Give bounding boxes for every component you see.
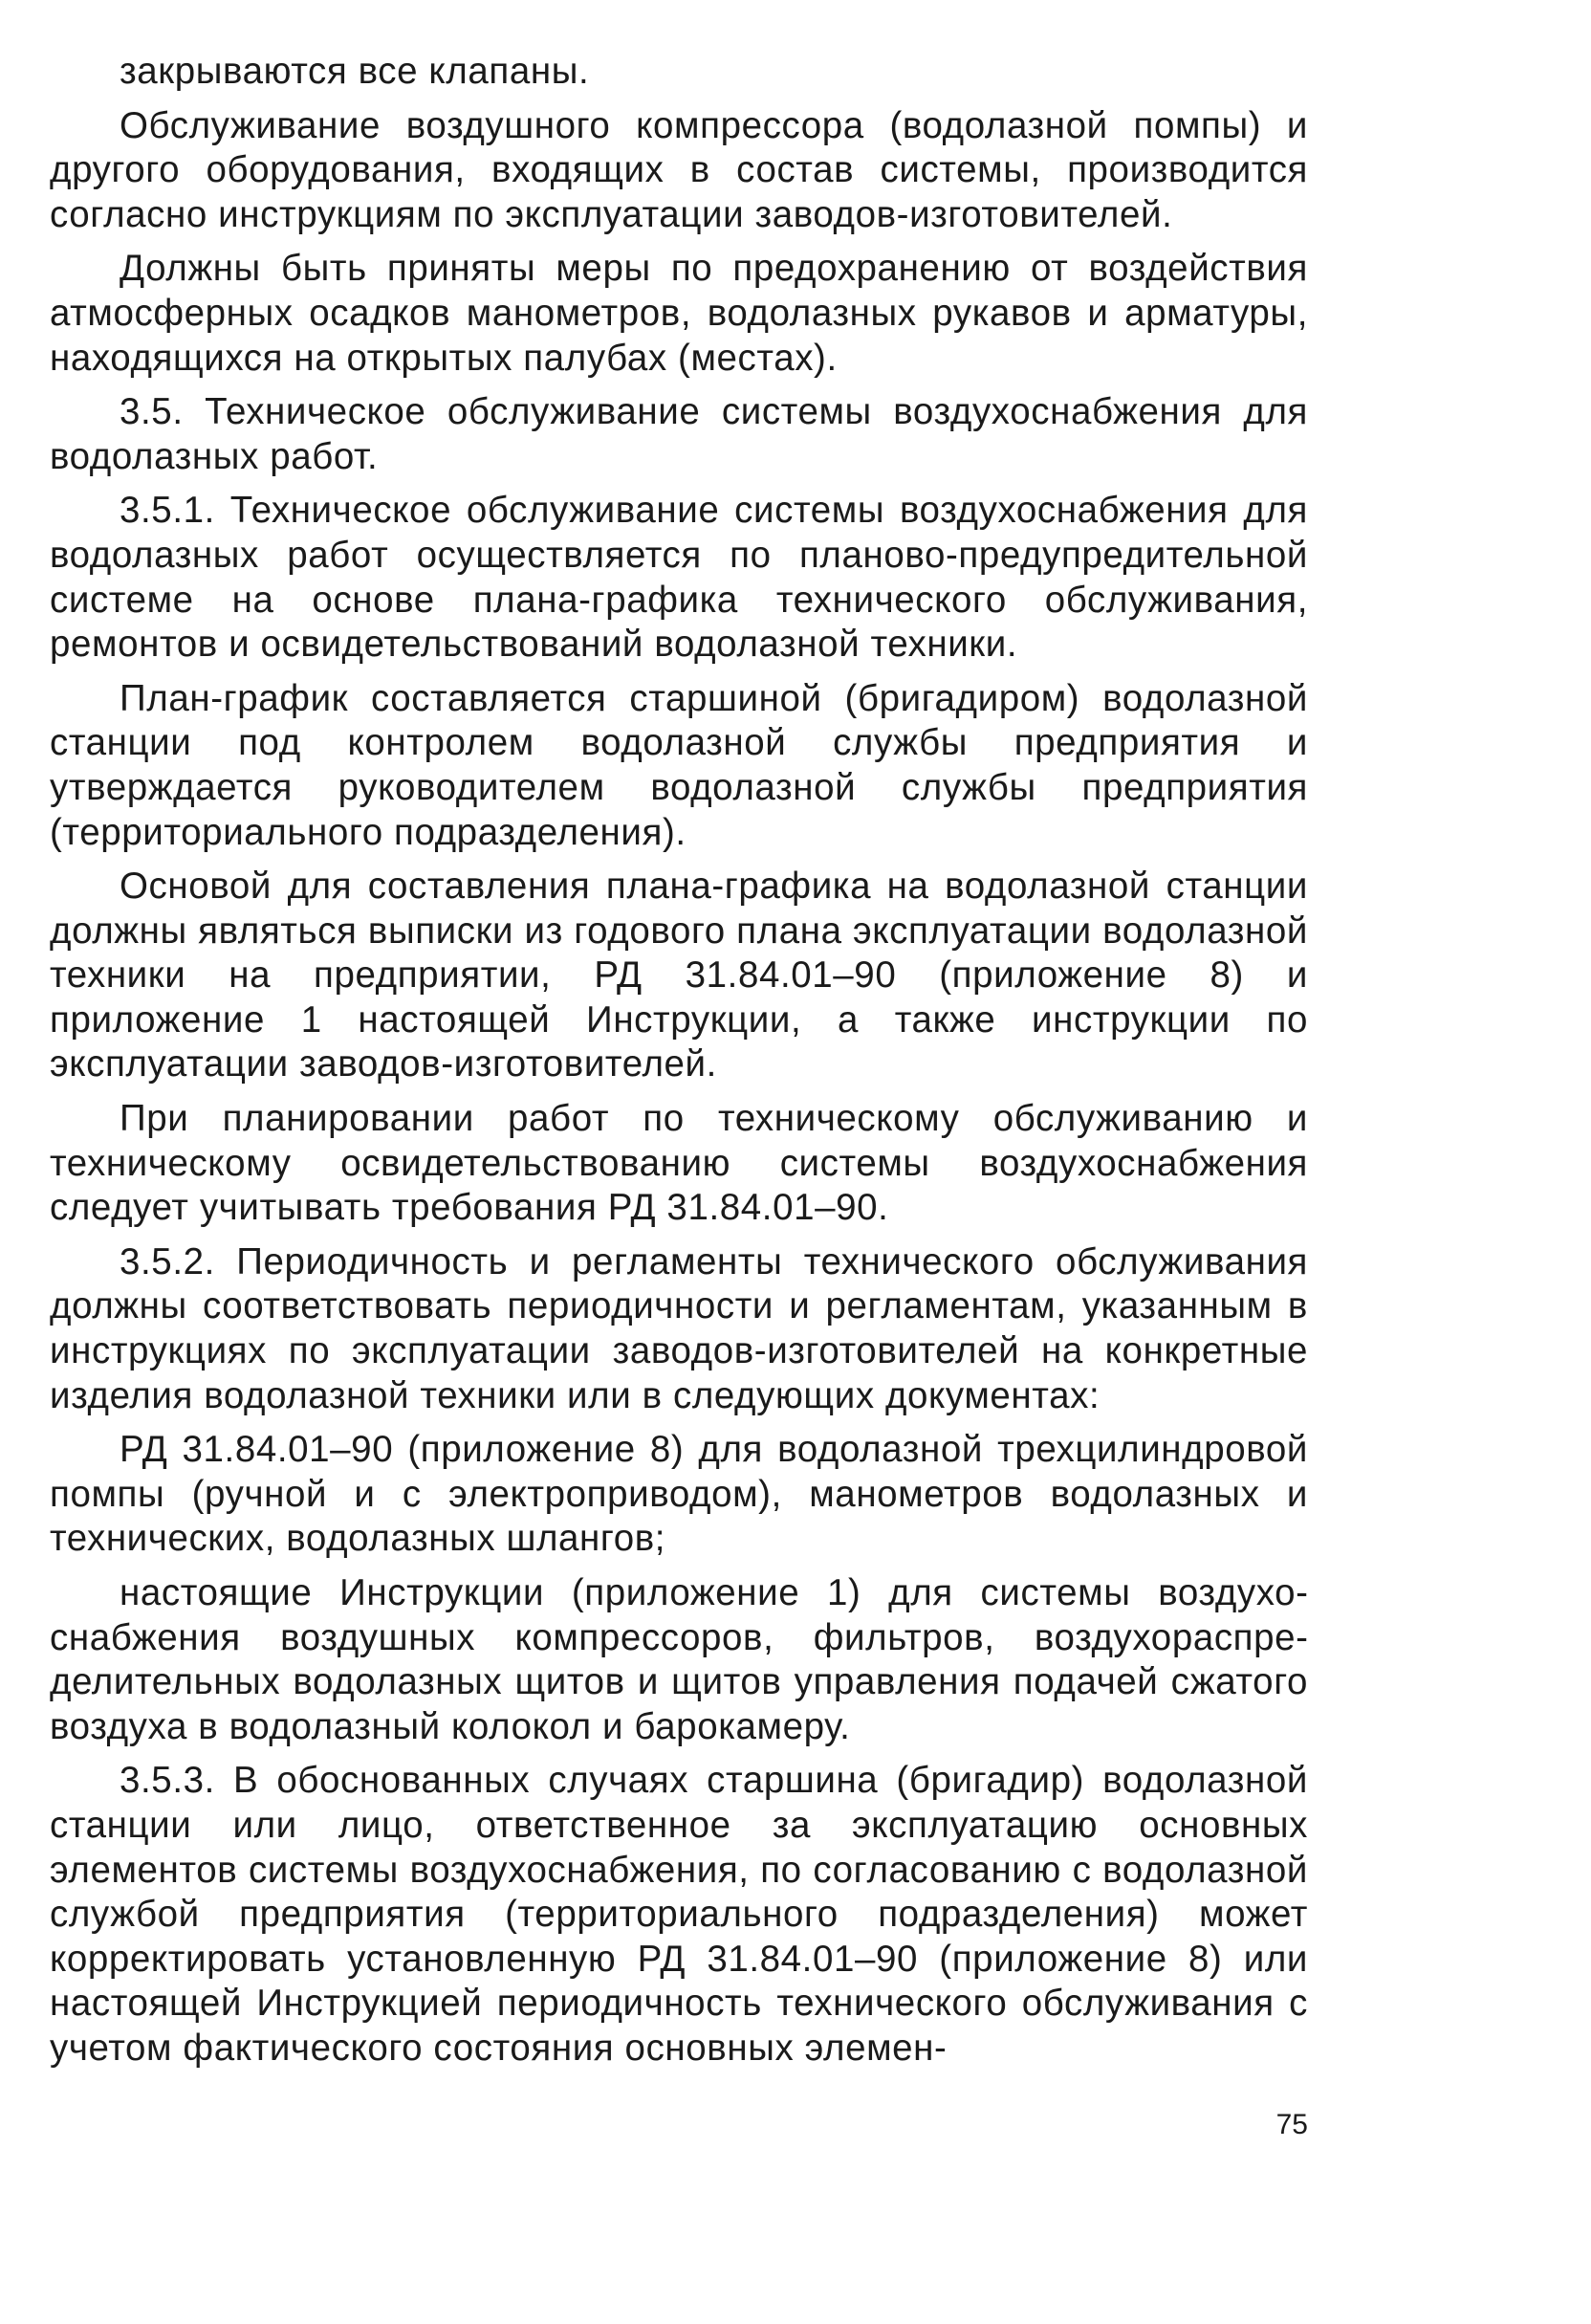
section-heading-3-5: 3.5. Техническое обслуживание системы воздухоснабжения для водолазных работ. [50,391,1308,477]
paragraph-planning: При планировании работ по техническому обслуживанию и техническому освидетельствованию системы воздухоснабжения следует учитывать требования РД 31.84.01–90. [50,1098,1308,1229]
paragraph-basis: Основой для составления плана-графика на водолазной станции должны являться выписки из годового плана эксплуатации водолазной техники на предприятии, РД 31.84.01–90 (приложение 8) и приложение 1 настоящей Инструкции, а также инструкции по эксплуатации заводов-изготовителей. [50,866,1308,1085]
paragraph-3-5-3: 3.5.3. В обоснованных случаях старшина (бригадир) водолазной станции или лицо, ответственное за эксплуатацию основных элементов системы воздухоснабжения, по согласованию с водолазной службой предприятия (территориального подразделения) может корректировать установленную РД 31.84.01–90 (приложение 8) или настоящей Инструкцией периодичность технического обслуживания с учетом фактического состояния основных элемен- [50,1760,1308,2069]
document-page [50,50,1308,2081]
paragraph-3-5-1: 3.5.1. Техническое обслуживание системы воздухоснабжения для водолазных работ осуществляется по планово-предупредительной системе на основе плана-графика технического обслуживания, ремонтов и освидетельствований водолазной техники. [50,490,1308,666]
paragraph-instructions-item: настоящие Инструкции (приложение 1) для системы воздухоснабжения воздушных компрессоров, фильтров, воздухораспределительных водолазных щитов и щитов управления подачей сжатого воздуха в водолазный колокол и барокамеру. [50,1572,1308,1747]
paragraph-2: Обслуживание воздушного компрессора (водолазной помпы) и другого оборудования, входящих в состав системы, производится согласно инструкциям по эксплуатации заводов-изготовителей. [50,104,1308,235]
paragraph-rd-item: РД 31.84.01–90 (приложение 8) для водолазной трехцилиндровой помпы (ручной и с электроприводом), манометров водолазных и технических, водолазных шлангов; [50,1429,1308,1560]
paragraph-3: Должны быть приняты меры по предохранению от воздействия атмосферных осадков манометров, водолазных рукавов и арматуры, находящихся на открытых палубах (местах). [50,248,1308,379]
paragraph-1: закрываются все клапаны. [120,51,590,92]
paragraph-plan-graphic: План-график составляется старшиной (бригадиром) водолазной станции под контролем водолазной службы предприятия и утверждается руководителем водолазной службы предприятия (территориального подразделения). [50,677,1308,853]
page-number: 75 [1275,2109,1308,2140]
paragraph-3-5-2: 3.5.2. Периодичность и регламенты технического обслуживания должны соответствовать периодичности и регламентам, указанным в инструкциях по эксплуатации заводов-изготовителей на конкретные изделия водолазной техники или в следующих документах: [50,1240,1308,1416]
